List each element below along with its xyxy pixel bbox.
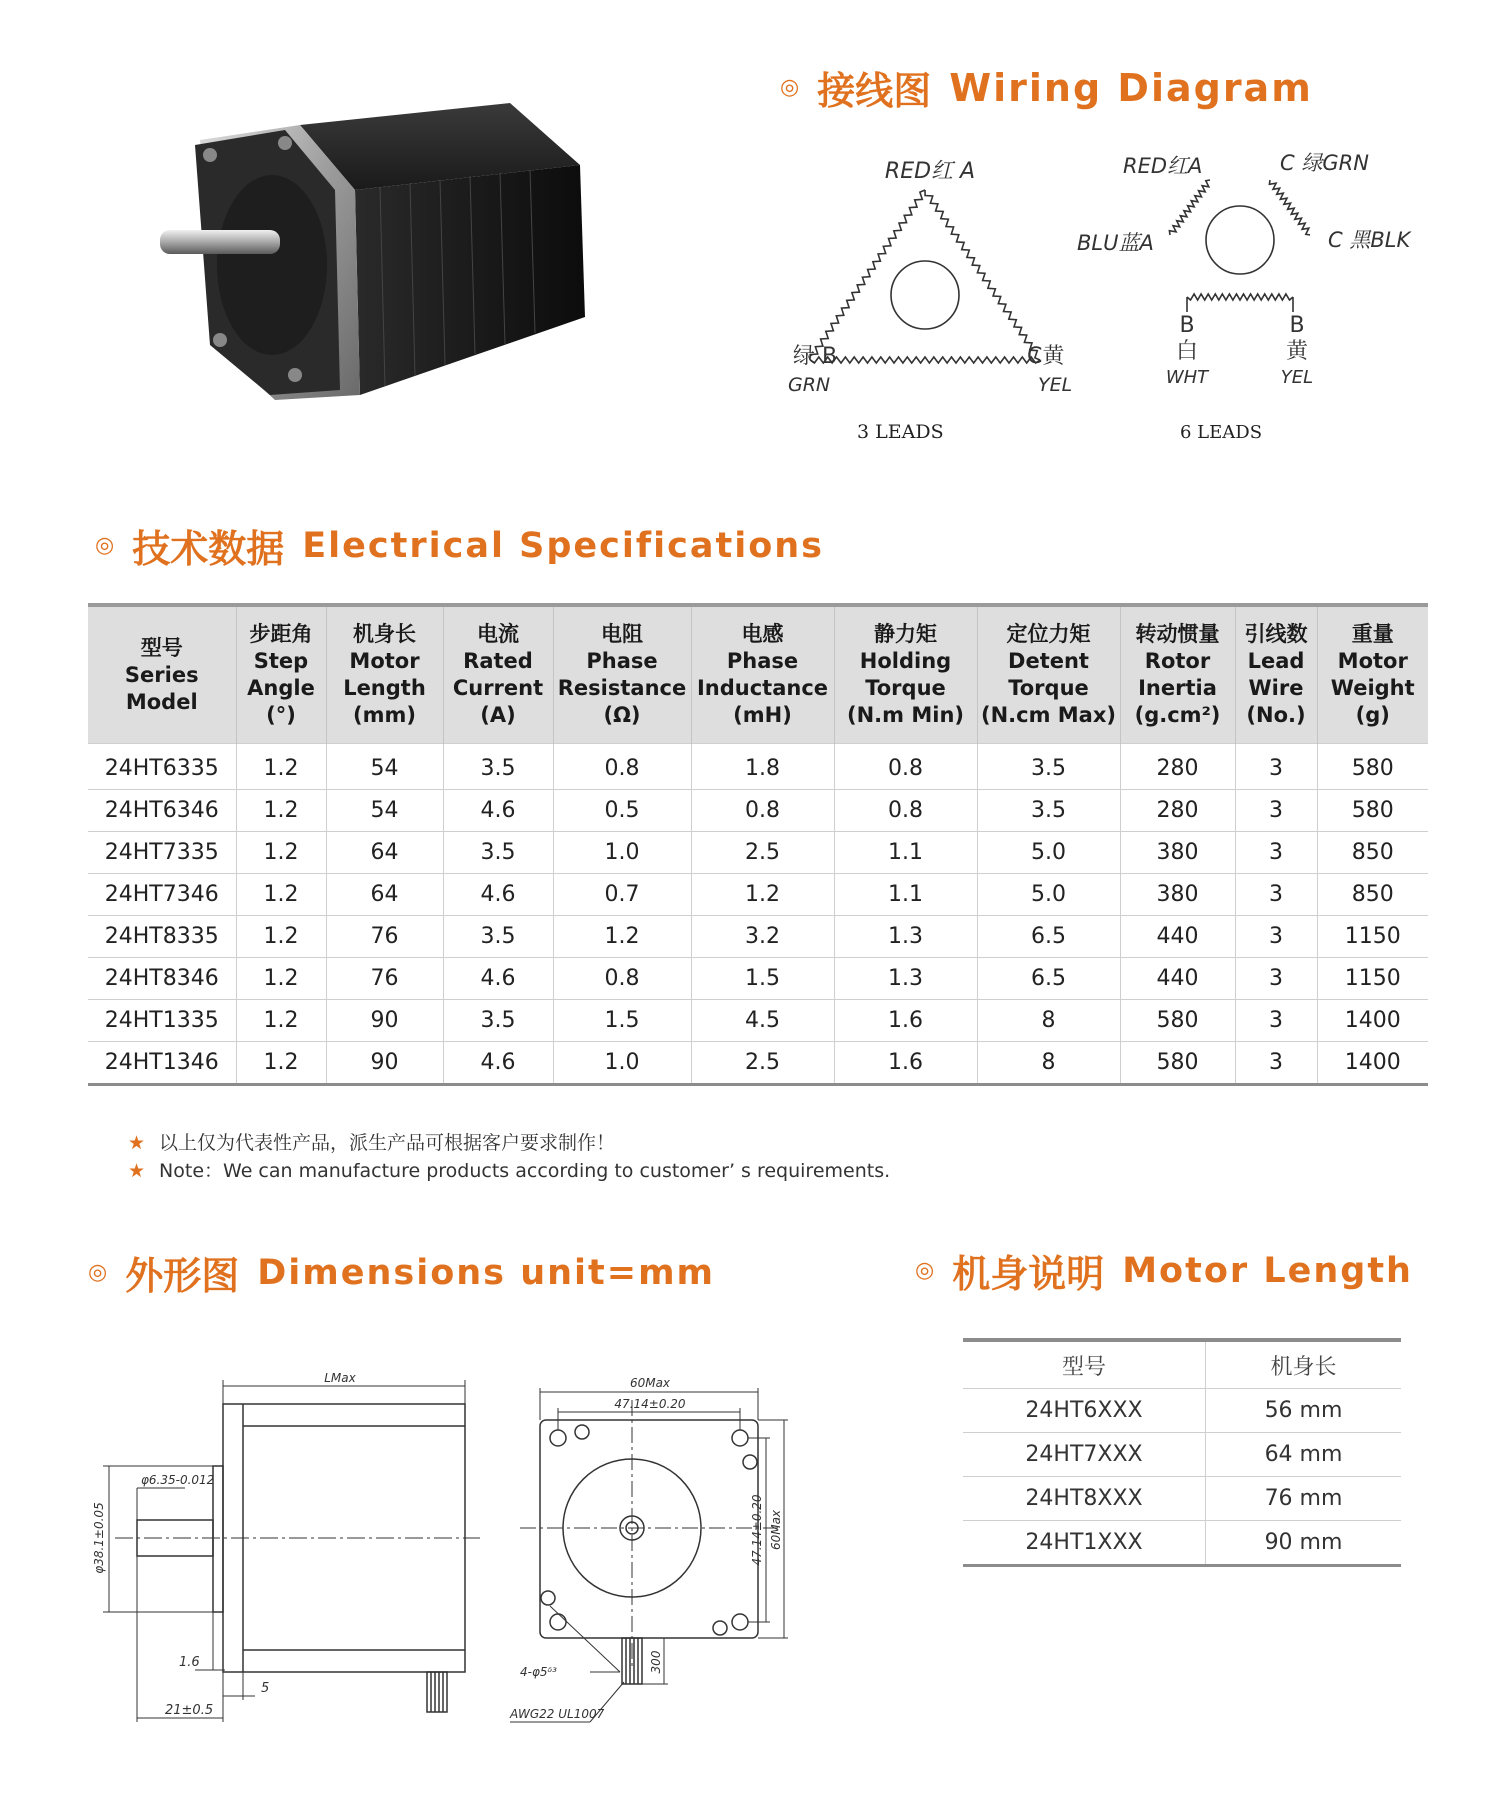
spec-cell: 3 [1235, 1042, 1317, 1085]
dim-1-6: 1.6 [179, 1655, 200, 1670]
spec-cell: 1.8 [691, 744, 834, 790]
ml-header-model: 型号 [963, 1340, 1206, 1389]
electrical-title-cn: 技术数据 [132, 527, 285, 571]
spec-cell: 4.6 [443, 874, 553, 916]
motor-photo [180, 95, 620, 425]
lead3-b-label: 绿 B [793, 344, 838, 369]
dimension-front-view [510, 1370, 810, 1750]
spec-cell: 3 [1235, 790, 1317, 832]
spec-cell: 0.7 [553, 874, 691, 916]
spec-header-cell [553, 605, 691, 744]
spec-header-line: Rated [463, 649, 533, 673]
bullet-icon: ◎ [88, 1260, 108, 1285]
lead6-caption: 6 LEADS [1180, 422, 1263, 443]
table-row [88, 958, 1428, 1000]
note-en-text: Note：We can manufacture products according to customer’ s requirements. [159, 1160, 891, 1182]
spec-cell: 1.2 [236, 832, 326, 874]
dim-hole-spacing: 47.14±0.20 [614, 1397, 686, 1411]
ml-length-cell: 56 mm [1206, 1389, 1402, 1433]
spec-cell: 0.8 [553, 744, 691, 790]
spec-cell: 1400 [1317, 1042, 1428, 1085]
spec-cell: 3.5 [977, 790, 1120, 832]
spec-cell: 90 [326, 1042, 443, 1085]
table-row [963, 1521, 1401, 1566]
spec-cell: 280 [1120, 790, 1235, 832]
spec-header-line: Step [253, 649, 309, 673]
electrical-title-en: Electrical Specifications [302, 525, 825, 566]
spec-cell: 3.5 [443, 1000, 553, 1042]
lead6-b-right-cn: 黄 [1285, 339, 1309, 364]
spec-header-line: 重量 [1351, 622, 1394, 646]
ml-header-row [963, 1340, 1401, 1389]
table-row [963, 1433, 1401, 1477]
spec-header-line: Resistance [557, 676, 687, 700]
spec-cell: 1.2 [236, 1000, 326, 1042]
dim-21: 21±0.5 [165, 1703, 214, 1718]
wiring-title-en: Wiring Diagram [949, 65, 1313, 110]
spec-header-line: 电流 [477, 622, 519, 646]
spec-header-line: Inertia [1138, 676, 1217, 700]
spec-header-line: Angle [247, 676, 315, 700]
spec-header-line: (No.) [1246, 703, 1306, 727]
spec-cell: 1.2 [691, 874, 834, 916]
spec-header-line: Torque [865, 676, 946, 700]
spec-header-line: Motor [1337, 649, 1408, 673]
motor-length-section-title [915, 1243, 1413, 1298]
lead6-c-blk: C 黑BLK [1328, 228, 1411, 252]
spec-header-line: 静力矩 [874, 622, 937, 646]
spec-header-line: Lead [1247, 649, 1305, 673]
spec-cell: 8 [977, 1042, 1120, 1085]
spec-header-cell [326, 605, 443, 744]
electrical-spec-table [88, 603, 1428, 1086]
table-row [88, 790, 1428, 832]
ml-model-cell: 24HT7XXX [963, 1433, 1206, 1477]
motor-length-table [963, 1338, 1401, 1567]
lead6-b-left: B [1179, 313, 1195, 338]
spec-header-line: Weight [1330, 676, 1415, 700]
spec-cell: 1.2 [553, 916, 691, 958]
wiring-6-leads-diagram [1075, 140, 1411, 400]
spec-cell: 1.2 [236, 1042, 326, 1085]
spec-header-line: 电阻 [601, 622, 643, 646]
model-cell: 24HT7335 [88, 832, 236, 874]
spec-cell: 280 [1120, 744, 1235, 790]
spec-cell: 1.0 [553, 832, 691, 874]
table-row [88, 874, 1428, 916]
dim-wire-spec: AWG22 UL1007 [510, 1707, 605, 1721]
spec-header-line: 定位力矩 [1006, 622, 1091, 646]
spec-cell: 3 [1235, 832, 1317, 874]
spec-cell: 1.3 [834, 916, 977, 958]
lead6-b-left-en: WHT [1165, 367, 1209, 388]
spec-cell: 54 [326, 744, 443, 790]
spec-cell: 1.6 [834, 1000, 977, 1042]
spec-cell: 3.5 [443, 744, 553, 790]
spec-cell: 1.5 [553, 1000, 691, 1042]
spec-cell: 90 [326, 1000, 443, 1042]
spec-cell: 850 [1317, 874, 1428, 916]
spec-cell: 4.5 [691, 1000, 834, 1042]
bullet-icon: ◎ [780, 75, 800, 100]
spec-cell: 2.5 [691, 832, 834, 874]
spec-cell: 380 [1120, 832, 1235, 874]
model-cell: 24HT7346 [88, 874, 236, 916]
lead6-c-grn: C 绿GRN [1280, 151, 1369, 175]
dim-5: 5 [261, 1681, 270, 1696]
spec-cell: 3 [1235, 874, 1317, 916]
spec-cell: 1.1 [834, 832, 977, 874]
note-cn [128, 1128, 615, 1155]
lead6-red-a: RED红A [1123, 154, 1203, 178]
spec-header-line: 机身长 [353, 622, 416, 646]
spec-header-line: Current [452, 676, 544, 700]
spec-cell: 4.6 [443, 1042, 553, 1085]
ml-body [963, 1389, 1401, 1566]
note-cn-text: 以上仅为代表性产品，派生产品可根据客户要求制作！ [159, 1132, 616, 1154]
spec-cell: 1.2 [236, 790, 326, 832]
model-cell: 24HT8335 [88, 916, 236, 958]
spec-header-line: Detent [1008, 649, 1089, 673]
ml-model-cell: 24HT6XXX [963, 1389, 1206, 1433]
wiring-title-cn: 接线图 [817, 69, 932, 113]
spec-cell: 3.5 [443, 916, 553, 958]
dim-hole-spacing-v: 47.14±0.20 [750, 1494, 764, 1566]
ml-model-cell: 24HT8XXX [963, 1477, 1206, 1521]
spec-cell: 64 [326, 874, 443, 916]
lead3-b-en: GRN [788, 374, 831, 396]
spec-header-cell [88, 605, 236, 744]
spec-header-cell [1317, 605, 1428, 744]
spec-cell: 3 [1235, 744, 1317, 790]
spec-cell: 440 [1120, 916, 1235, 958]
spec-header-line: Inductance [696, 676, 829, 700]
dim-shaft-dia: φ6.35-0.012 [141, 1473, 215, 1487]
spec-cell: 3.2 [691, 916, 834, 958]
spec-cell: 3 [1235, 916, 1317, 958]
dim-pilot-dia: φ38.1±0.05 [92, 1502, 106, 1574]
spec-header-line: (°) [266, 703, 296, 727]
spec-header-cell [834, 605, 977, 744]
ml-header-length: 机身长 [1206, 1340, 1402, 1389]
spec-header-line: 转动惯量 [1135, 622, 1220, 646]
spec-cell: 1400 [1317, 1000, 1428, 1042]
spec-cell: 5.0 [977, 832, 1120, 874]
spec-cell: 580 [1317, 744, 1428, 790]
spec-header-line: Rotor [1144, 649, 1211, 673]
spec-header-cell [236, 605, 326, 744]
spec-cell: 1150 [1317, 916, 1428, 958]
spec-header-line: Series [124, 662, 199, 687]
spec-cell: 850 [1317, 832, 1428, 874]
spec-cell: 4.6 [443, 958, 553, 1000]
spec-cell: 1.2 [236, 874, 326, 916]
spec-header-line: 电感 [741, 622, 784, 646]
spec-header-cell [691, 605, 834, 744]
star-icon: ★ [128, 1160, 146, 1182]
spec-cell: 440 [1120, 958, 1235, 1000]
spec-header-line: Wire [1248, 676, 1304, 700]
spec-cell: 3.5 [443, 832, 553, 874]
dim-height-max: 60Max [769, 1509, 783, 1551]
dim-wire-len: 300 [649, 1650, 663, 1674]
spec-header-line: 引线数 [1244, 622, 1308, 646]
ml-length-cell: 90 mm [1206, 1521, 1402, 1566]
spec-header-line: (mm) [353, 703, 416, 727]
spec-cell: 1.1 [834, 874, 977, 916]
spec-cell: 76 [326, 958, 443, 1000]
dim-width-max: 60Max [629, 1376, 671, 1390]
model-cell: 24HT6346 [88, 790, 236, 832]
spec-cell: 6.5 [977, 916, 1120, 958]
spec-cell: 1.0 [553, 1042, 691, 1085]
spec-cell: 64 [326, 832, 443, 874]
spec-header-line: (mH) [733, 703, 792, 727]
star-icon: ★ [128, 1132, 146, 1154]
spec-body [88, 744, 1428, 1085]
spec-cell: 4.6 [443, 790, 553, 832]
spec-cell: 380 [1120, 874, 1235, 916]
model-cell: 24HT1346 [88, 1042, 236, 1085]
bullet-icon: ◎ [915, 1258, 935, 1283]
lead6-b-right-en: YEL [1280, 367, 1314, 388]
spec-header-line: Holding [859, 649, 952, 673]
spec-cell: 3 [1235, 958, 1317, 1000]
spec-header-cell [977, 605, 1120, 744]
spec-header-line: 型号 [140, 635, 183, 660]
spec-header-line: Motor [349, 649, 420, 673]
table-row [88, 916, 1428, 958]
dimensions-section-title [88, 1245, 715, 1300]
model-cell: 24HT6335 [88, 744, 236, 790]
ml-model-cell: 24HT1XXX [963, 1521, 1206, 1566]
spec-cell: 8 [977, 1000, 1120, 1042]
dim-holes: 4-φ5ᵟ³ [520, 1665, 557, 1679]
spec-header-line: Phase [726, 649, 799, 673]
spec-header-line: Model [125, 689, 198, 714]
spec-header-cell [1235, 605, 1317, 744]
wiring-section-title [780, 60, 1313, 115]
dimensions-title-en: Dimensions unit=mm [257, 1252, 716, 1293]
table-row [88, 744, 1428, 790]
model-cell: 24HT1335 [88, 1000, 236, 1042]
spec-header-cell [1120, 605, 1235, 744]
spec-cell: 54 [326, 790, 443, 832]
note-en [128, 1156, 890, 1183]
table-row [88, 1000, 1428, 1042]
spec-header-line: (N.m Min) [847, 703, 964, 727]
bullet-icon: ◎ [95, 533, 115, 558]
spec-header-line: (N.cm Max) [980, 703, 1116, 727]
lead3-a-label: RED红 A [884, 159, 976, 184]
electrical-section-title [95, 518, 824, 573]
spec-header-line: Length [343, 676, 426, 700]
spec-cell: 76 [326, 916, 443, 958]
motor-length-title-cn: 机身说明 [952, 1252, 1105, 1296]
spec-cell: 580 [1317, 790, 1428, 832]
spec-cell: 0.5 [553, 790, 691, 832]
table-row [88, 832, 1428, 874]
wiring-3-leads-diagram [780, 145, 1073, 405]
spec-cell: 1150 [1317, 958, 1428, 1000]
ml-length-cell: 76 mm [1206, 1477, 1402, 1521]
lead6-b-right: B [1289, 313, 1305, 338]
spec-cell: 5.0 [977, 874, 1120, 916]
spec-cell: 580 [1120, 1042, 1235, 1085]
spec-header-row [88, 605, 1428, 744]
model-cell: 24HT8346 [88, 958, 236, 1000]
lead3-c-en: YEL [1038, 374, 1073, 396]
lead6-blu-a: BLU蓝A [1077, 231, 1154, 255]
spec-cell: 0.8 [553, 958, 691, 1000]
dim-lmax: LMax [324, 1371, 356, 1385]
spec-cell: 580 [1120, 1000, 1235, 1042]
spec-cell: 1.2 [236, 916, 326, 958]
spec-header-line: (Ω) [603, 703, 641, 727]
table-row [963, 1477, 1401, 1521]
motor-length-title-en: Motor Length [1122, 1250, 1413, 1291]
spec-header-line: (g.cm²) [1134, 703, 1221, 727]
spec-header-line: Phase [586, 649, 658, 673]
lead3-c-label: C黄 [1027, 344, 1065, 369]
spec-cell: 1.3 [834, 958, 977, 1000]
spec-header-line: Torque [1008, 676, 1089, 700]
lead6-b-left-cn: 白 [1175, 339, 1199, 364]
spec-header-cell [443, 605, 553, 744]
spec-cell: 1.2 [236, 744, 326, 790]
ml-length-cell: 64 mm [1206, 1433, 1402, 1477]
lead3-caption: 3 LEADS [857, 421, 944, 443]
table-row [963, 1389, 1401, 1433]
spec-cell: 0.8 [834, 790, 977, 832]
spec-cell: 1.6 [834, 1042, 977, 1085]
spec-cell: 0.8 [691, 790, 834, 832]
spec-cell: 2.5 [691, 1042, 834, 1085]
spec-header-line: 步距角 [249, 622, 313, 646]
spec-cell: 6.5 [977, 958, 1120, 1000]
spec-cell: 3 [1235, 1000, 1317, 1042]
spec-header-line: (g) [1355, 703, 1390, 727]
dimensions-title-cn: 外形图 [125, 1254, 240, 1298]
spec-cell: 1.2 [236, 958, 326, 1000]
spec-header-line: (A) [480, 703, 516, 727]
spec-cell: 3.5 [977, 744, 1120, 790]
spec-cell: 1.5 [691, 958, 834, 1000]
table-row [88, 1042, 1428, 1085]
spec-cell: 0.8 [834, 744, 977, 790]
dimension-side-view [92, 1370, 495, 1730]
